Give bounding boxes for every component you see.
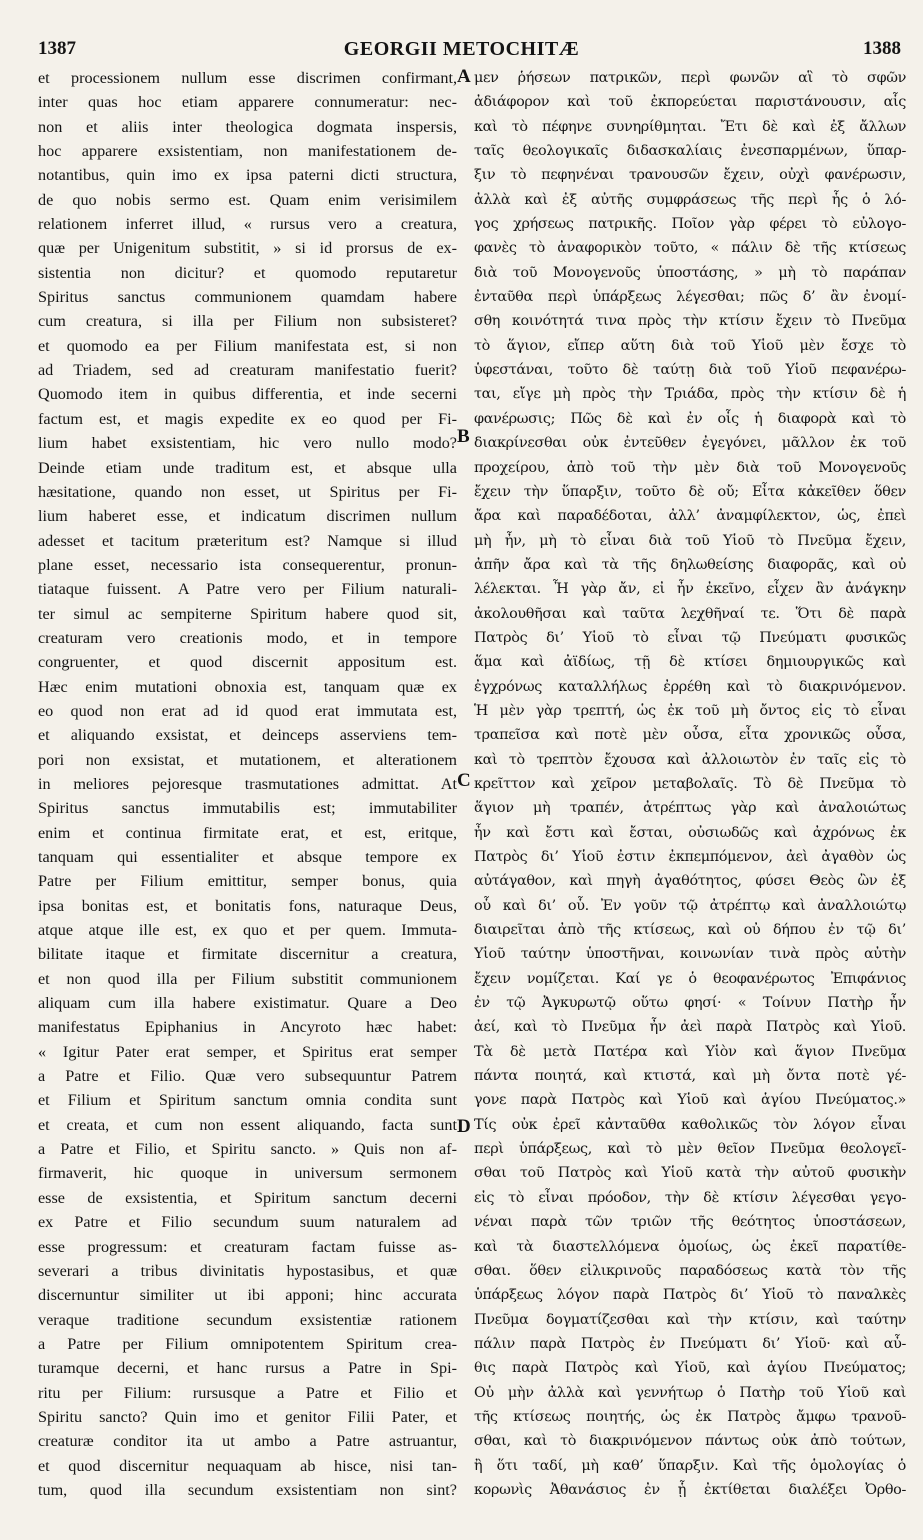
greek-text-line: ἄρα καὶ παραδέδοται, ἀλλ’ ἀναμφίλεκτον, ὡς, ἐπεὶ: [474, 508, 906, 525]
greek-text-line: Τὰ δὲ μετὰ Πατέρα καὶ Υἱὸν καὶ ἅγιον Πνεῦμα: [474, 1043, 906, 1060]
latin-text-line: non et aliis inter theologica dogmata inspersis,: [38, 117, 457, 136]
latin-text-line: ter simul ac sempiterne Spiritum habere quod sit,: [38, 604, 457, 623]
latin-text-line: et aliquando exsistat, et deinceps asserviens tem-: [38, 726, 457, 745]
latin-text-line: manifestatus Epiphanius in Ancyroto hæc habet:: [38, 1018, 457, 1037]
greek-text-line: τραπεῖσα καὶ ποτὲ μὲν οὖσα, εἶτα χρονικῶς οὖσα,: [474, 727, 906, 744]
latin-text-line: creaturam vero creationis modo, et in tempore: [38, 628, 457, 647]
greek-text-line: πάλιν παρὰ Πατρὸς ἐν Πνεύματι δι’ Υἱοῦ· καὶ αὖ-: [474, 1335, 906, 1352]
section-marker-b: B: [457, 426, 470, 447]
latin-text-line: ad Triadem, sed ad creaturam manifestatio fuerit?: [38, 361, 457, 380]
latin-text-line: et non quod illa per Filium substitit communionem: [38, 969, 457, 988]
greek-text-line: ὑπάρξεως λόγον παρὰ Πατρὸς δι’ Υἱοῦ τὸ παναλκὲς: [474, 1287, 906, 1304]
latin-text-line: de quo nobis sermo est. Quam enim verisimilem: [38, 190, 457, 209]
greek-text-line: προχείρου, ἀπὸ τοῦ τὴν μὲν διὰ τοῦ Μονογενοῦς: [474, 459, 906, 476]
latin-text-line: hæsitatione, quando non esset, ut Spiritus per Fi-: [38, 482, 457, 501]
latin-text-line: et processionem nullum esse discrimen confirmant,: [38, 69, 457, 87]
latin-text-line: « Igitur Pater erat semper, et Spiritus erat semper: [38, 1042, 457, 1061]
latin-text-line: eo quod non erat ad id quod erat immutata est,: [38, 701, 457, 720]
latin-text-line: bilitate itaque et firmitate discernitur a creatura,: [38, 945, 457, 964]
section-marker-a: A: [457, 66, 471, 87]
greek-text-line: μὴ ἦν, μὴ τὸ εἶναι διὰ τοῦ Υἱοῦ τὸ Πνεῦμα ἔχειν,: [474, 532, 906, 549]
greek-text-line: τῆς κτίσεως ποιητής, ὡς ἐκ Πατρὸς ἄμφω τρανοῦ-: [474, 1408, 906, 1425]
greek-text-line: κρεῖττον καὶ χεῖρον μεταβολαῖς. Τὸ δὲ Πνεῦμα τὸ: [474, 775, 906, 792]
greek-text-line: Οὐ μὴν ἀλλὰ καὶ γεννήτωρ ὁ Πατὴρ τοῦ Υἱοῦ καὶ: [474, 1384, 906, 1401]
latin-text-line: ex Patre et Filio secundum suum naturalem ad: [38, 1213, 457, 1232]
page-number-right: 1388: [863, 38, 901, 59]
greek-text-line: ἐνταῦθα περὶ ὑπάρξεως λέγεσθαι; πῶς δ’ ἂν ἐνομί-: [474, 289, 906, 306]
running-title: GEORGII METOCHITÆ: [343, 38, 580, 60]
latin-text-line: et creata, et cum non essent aliquando, facta sunt: [38, 1115, 457, 1134]
latin-text-line: hoc apparere exsistentiam, non manifestationem de-: [38, 142, 457, 161]
greek-text-line: ἀπῆν ἄρα καὶ τὰ τῆς δηλωθείσης διαφορᾶς, καὶ οὐ: [474, 556, 906, 573]
latin-text-line: atque atque ille est, ex quo et per quem. Immuta-: [38, 921, 457, 940]
greek-text-line: διὰ τοῦ Μονογενοῦς ὑποστάσης, » μὴ τὸ παράπαν: [474, 264, 906, 281]
greek-text-line: σθαι τοῦ Πατρὸς καὶ Υἱοῦ κατὰ τὴν αὐτοῦ φυσικὴν: [474, 1165, 906, 1182]
section-marker-d: D: [457, 1116, 471, 1137]
latin-text-line: Deinde etiam unde traditum est, et absque ulla: [38, 458, 457, 477]
greek-text-line: ἀδιάφορον καὶ τοῦ ἐκπορεύεται παριστάνουσιν, αἷς: [474, 94, 906, 111]
latin-text-line: turamque decerni, et hanc rursus a Patre in Spi-: [38, 1359, 457, 1378]
greek-text-line: κορωνὶς Ἀθανάσιος ἐν ᾗ ἐκτίθεται διαλέξει Ὀρθο-: [474, 1481, 906, 1498]
greek-text-line: τὸ ἅγιον, εἴπερ αὕτη διὰ τοῦ Υἱοῦ μὲν ἔσχε τὸ: [474, 337, 906, 354]
latin-text-line: firmaverit, hic quoque in universum sermonem: [38, 1164, 457, 1183]
greek-text-line: διακρίνεσθαι οὐκ ἐντεῦθεν ἐγεγόνει, μᾶλλον ἐκ τοῦ: [474, 435, 906, 452]
greek-text-line: γος χρήσεως πατρικῆς. Ποῖον γὰρ φέρει τὸ εὐλογο-: [474, 216, 906, 233]
latin-text-line: lium haberet esse, et indicatum discrimen nullum: [38, 507, 457, 526]
latin-text-line: pori non exsistat, et mutationem, et alterationem: [38, 750, 457, 769]
latin-text-line: notantibus, quin imo ex ipsa paterni dicti structura,: [38, 166, 457, 185]
latin-column: [38, 66, 457, 1502]
latin-text-line: tanquam qui essentialiter et absque tempore ex: [38, 848, 457, 866]
latin-text-line: ritu per Filium: rursusque a Patre et Filio et: [38, 1383, 457, 1402]
latin-text-line: esse progressum: et creaturam factam fuisse as-: [38, 1237, 457, 1256]
greek-column: [474, 66, 906, 1502]
latin-text-line: Spiritus sanctus immutabilis est; immutabiliter: [38, 799, 457, 818]
latin-text-line: plane esset, necessario ista consequerentur, pronun-: [38, 555, 457, 574]
greek-text-line: καὶ τὰ διαστελλόμενα ὁμοίως, ὡς ἐκεῖ παρατίθε-: [474, 1238, 906, 1255]
greek-text-line: ἅγιον μὴ τραπέν, ἀτρέπτως γὰρ καὶ ἀναλοιώτως: [474, 800, 906, 817]
greek-text-line: νέναι παρὰ τῶν τριῶν τῆς θεότητος ὑποστάσεων,: [474, 1214, 906, 1231]
latin-text-line: in meliores pejoresque trasmutationes admittat. At: [38, 774, 457, 793]
latin-text-line: et Filium et Spiritum sanctum omnia condita sunt: [38, 1091, 457, 1110]
greek-text-line: περὶ ὑπάρξεως, καὶ τὸ μὲν θεῖον Πνεῦμα θεολογεῖ-: [474, 1141, 906, 1158]
latin-text-line: sistentia non dicitur? et quomodo reputaretur: [38, 263, 457, 282]
page-number-left: 1387: [38, 38, 76, 59]
greek-text-line: φανέρωσις; Πῶς δὲ καὶ ἐν οἷς ἡ διαφορὰ καὶ τὸ: [474, 410, 906, 427]
greek-text-line: ἢ ὅτι ταδί, μὴ καθ’ ὕπαρξιν. Καὶ τῆς ὁμολογίας ὁ: [474, 1457, 906, 1474]
latin-text-line: adesset et tacitum præteritum est? Namque si illud: [38, 531, 457, 550]
greek-text-line: ται, εἴγε μὴ πρὸς τὴν Τριάδα, πρὸς τὴν κτίσιν δὲ ἡ: [474, 386, 906, 403]
section-marker-c: C: [457, 770, 471, 791]
greek-text-line: Ἡ μὲν γὰρ τρεπτή, ὡς ἐκ τοῦ μὴ ὄντος εἰς τὸ εἶναι: [474, 702, 906, 719]
greek-text-line: ταῖς θεολογικαῖς διδασκαλίαις ἐνεσπαρμένων, ὕπαρ-: [474, 143, 906, 160]
latin-text-line: congruenter, et quod discernit appositum est.: [38, 653, 457, 672]
greek-text-line: ἀκολουθῆσαι καὶ ταῦτα λεχθῆναί τε. Ὅτι δὲ παρὰ: [474, 605, 906, 622]
latin-text-line: creaturæ conditor ita ut ambo a Patre astruantur,: [38, 1432, 457, 1451]
latin-text-line: Spiritu sancto? Quin imo et genitor Filii Pater, et: [38, 1407, 457, 1426]
latin-text-line: relationem inferret illud, « rursus vero a creatura,: [38, 215, 457, 234]
greek-text-line: γονε παρὰ Πατρὸς καὶ Υἱοῦ καὶ ἁγίου Πνεύματος.»: [474, 1092, 906, 1109]
latin-text-line: quæ per Unigenitum substitit, » si id prorsus de ex-: [38, 239, 457, 258]
latin-text-line: severari a tribus divinitatis hypostasibus, et quæ: [38, 1261, 457, 1280]
latin-text-line: aliquam cum illa habere existimatur. Quare a Deo: [38, 994, 457, 1013]
greek-text-line: ξιν τὸ πεφηνέναι τρανουσῶν ἔχειν, οὐχὶ φανέρωσιν,: [474, 167, 906, 184]
greek-text-line: Τίς οὐκ ἐρεῖ κἀνταῦθα καθολικῶς τὸν λόγον εἶναι: [474, 1116, 906, 1133]
greek-text-line: ἦν καὶ ἔστι καὶ ἔσται, οὐσιωδῶς καὶ ἀχρόνως ἐκ: [474, 824, 906, 841]
greek-text-line: σθαι. ὅθεν εἰλικρινοῦς παραδόσεως κατὰ τὸν τῆς: [474, 1262, 906, 1279]
greek-text-line: λέλεκται. Ἦ γὰρ ἄν, εἰ ἦν ἐκεῖνο, εἶχεν ἂν ἀνάγκην: [474, 581, 906, 598]
latin-text-line: et quomodo ea per Filium manifestata est, si non: [38, 336, 457, 355]
greek-text-line: οὗ καὶ δι’ οὗ. Ἐν γοῦν τῷ ἀτρέπτῳ καὶ ἀναλλοιώτῳ: [474, 897, 906, 914]
greek-text-line: ἀεί, καὶ τὸ Πνεῦμα ἦν ἀεὶ παρὰ Πατρὸς καὶ Υἱοῦ.: [474, 1019, 906, 1036]
latin-text-line: factum est, et magis expedite ex eo quod per Fi-: [38, 409, 457, 428]
greek-text-line: ἔχειν νομίζεται. Καί γε ὁ θεοφανέρωτος Ἐπιφάνιος: [474, 970, 906, 987]
greek-text-line: Πατρὸς δι’ Υἱοῦ τὸ εἶναι τῷ Πνεύματι φυσικῶς: [474, 629, 906, 646]
greek-text-line: ἅμα καὶ ἀϊδίως, τῇ δὲ κτίσει δημιουργικῶς καὶ: [474, 654, 906, 671]
greek-text-line: Υἱοῦ ταύτην ὑποστῆναι, κοινωνίαν τινὰ πρὸς αὐτὴν: [474, 946, 906, 963]
greek-text-line: ὑφεστάναι, τοῦτο δὲ ταύτῃ διὰ τοῦ Υἱοῦ πεφανέρω-: [474, 362, 906, 379]
greek-text-line: ἐν τῷ Ἀγκυρωτῷ οὕτω φησί· « Τοίνυν Πατὴρ ἦν: [474, 995, 906, 1012]
greek-text-line: μεν ῥήσεων πατρικῶν, περὶ φωνῶν αἳ τὸ σφῶν: [474, 70, 906, 86]
greek-text-line: καὶ τὸ πέφηνε συνηρίθμηται. Ἔτι δὲ καὶ ἐξ ἄλλων: [474, 118, 906, 135]
latin-text-line: discernuntur similiter ut ibi apponi; hinc accurata: [38, 1286, 457, 1305]
greek-text-line: ἐγχρόνως καταλλήλως ἐρρέθη καὶ τὸ διακρινόμενον.: [474, 678, 906, 695]
greek-text-line: αὐτάγαθον, καὶ πηγὴ ἀγαθότητος, φύσει Θεὸς ὢν ἐξ: [474, 873, 906, 890]
latin-text-line: a Patre et Filio, et Spiritu sancto. » Quis non af-: [38, 1140, 457, 1159]
latin-text-line: inter quas hoc etiam apparere connumeratur: nec-: [38, 93, 457, 112]
latin-text-line: a Patre et Filio. Quæ vero subsequuntur Patrem: [38, 1067, 457, 1086]
latin-text-line: Hæc enim mutationi obnoxia est, tanquam quæ ex: [38, 677, 457, 696]
latin-text-line: et quod discernitur nequaquam ab hisce, nisi tan-: [38, 1456, 457, 1475]
greek-text-line: διαιρεῖται ἀπὸ τῆς κτίσεως, καὶ οὐ δήπου ἐν τῷ δι’: [474, 922, 906, 939]
latin-text-line: a Patre per Filium omnipotentem Spiritum crea-: [38, 1334, 457, 1353]
latin-text-line: Spiritus sanctus communionem quamdam habere: [38, 288, 457, 307]
greek-text-line: εἰς τὸ εἶναι πρόοδον, τὴν δὲ κτίσιν λέγεσθαι γεγο-: [474, 1189, 906, 1206]
greek-text-line: ἔχειν τὴν ὕπαρξιν, τοῦτο δὲ οὔ; Εἶτα κἀκεῖθεν ὅθεν: [474, 483, 906, 500]
latin-text-line: Quomodo item in quibus differentia, et inde secerni: [38, 385, 457, 404]
latin-text-line: cum creatura, si illa per Filium non subsisteret?: [38, 312, 457, 331]
greek-text-line: Πατρὸς δι’ Υἱοῦ ἐστιν ἐκπεμπόμενον, ἀεὶ ἀγαθὸν ὡς: [474, 849, 906, 865]
greek-text-line: σθαι, καὶ τὸ διακρινόμενον πάντως οὐκ ἀπὸ τούτων,: [474, 1433, 906, 1450]
page-header: [0, 0, 923, 60]
latin-text-line: Patre per Filium emittitur, semper bonus, quia: [38, 872, 457, 891]
greek-text-line: Πνεῦμα δογματίζεσθαι καὶ τὴν κτίσιν, καὶ ταύτην: [474, 1311, 906, 1328]
greek-text-line: καὶ τὸ τρεπτὸν ἔχουσα καὶ ἀλλοιωτὸν ἐν ταῖς εἰς τὸ: [474, 751, 906, 768]
latin-text-line: lium habet exsistentiam, hic vero nullo modo?: [38, 434, 457, 453]
latin-text-line: esse de exsistentia, et Spiritum sanctum decerni: [38, 1188, 457, 1207]
greek-text-line: σθη κοινότητά τινα πρὸς τὴν κτίσιν ἔχειν τὸ Πνεῦμα: [474, 313, 906, 330]
greek-text-line: φανὲς τὸ ἀναφορικὸν τοῦτο, « πάλιν δὲ τῆς κτίσεως: [474, 240, 906, 257]
latin-text-line: tum, quod illa secundum exsistentiam non sint?: [38, 1480, 457, 1499]
latin-text-line: veraque traditione secundum exsistentiæ rationem: [38, 1310, 457, 1329]
greek-text-line: θις παρὰ Πατρὸς καὶ Υἱοῦ, καὶ ἁγίου Πνεύματος;: [474, 1360, 906, 1377]
latin-text-line: ipsa bonitas est, et bonitatis fons, naturaque Deus,: [38, 896, 457, 915]
greek-text-line: ἀλλὰ καὶ ἐξ αὐτῆς συμφράσεως τῆς περὶ ἧς ὁ λό-: [474, 191, 906, 208]
latin-text-line: enim et continua firmitate erat, et est, eritque,: [38, 823, 457, 842]
greek-text-line: πάντα ποιητά, καὶ κτιστά, καὶ μὴ ὄντα ποτὲ γέ-: [474, 1068, 906, 1085]
latin-text-line: tiataque fuissent. A Patre vero per Filium naturali-: [38, 580, 457, 599]
